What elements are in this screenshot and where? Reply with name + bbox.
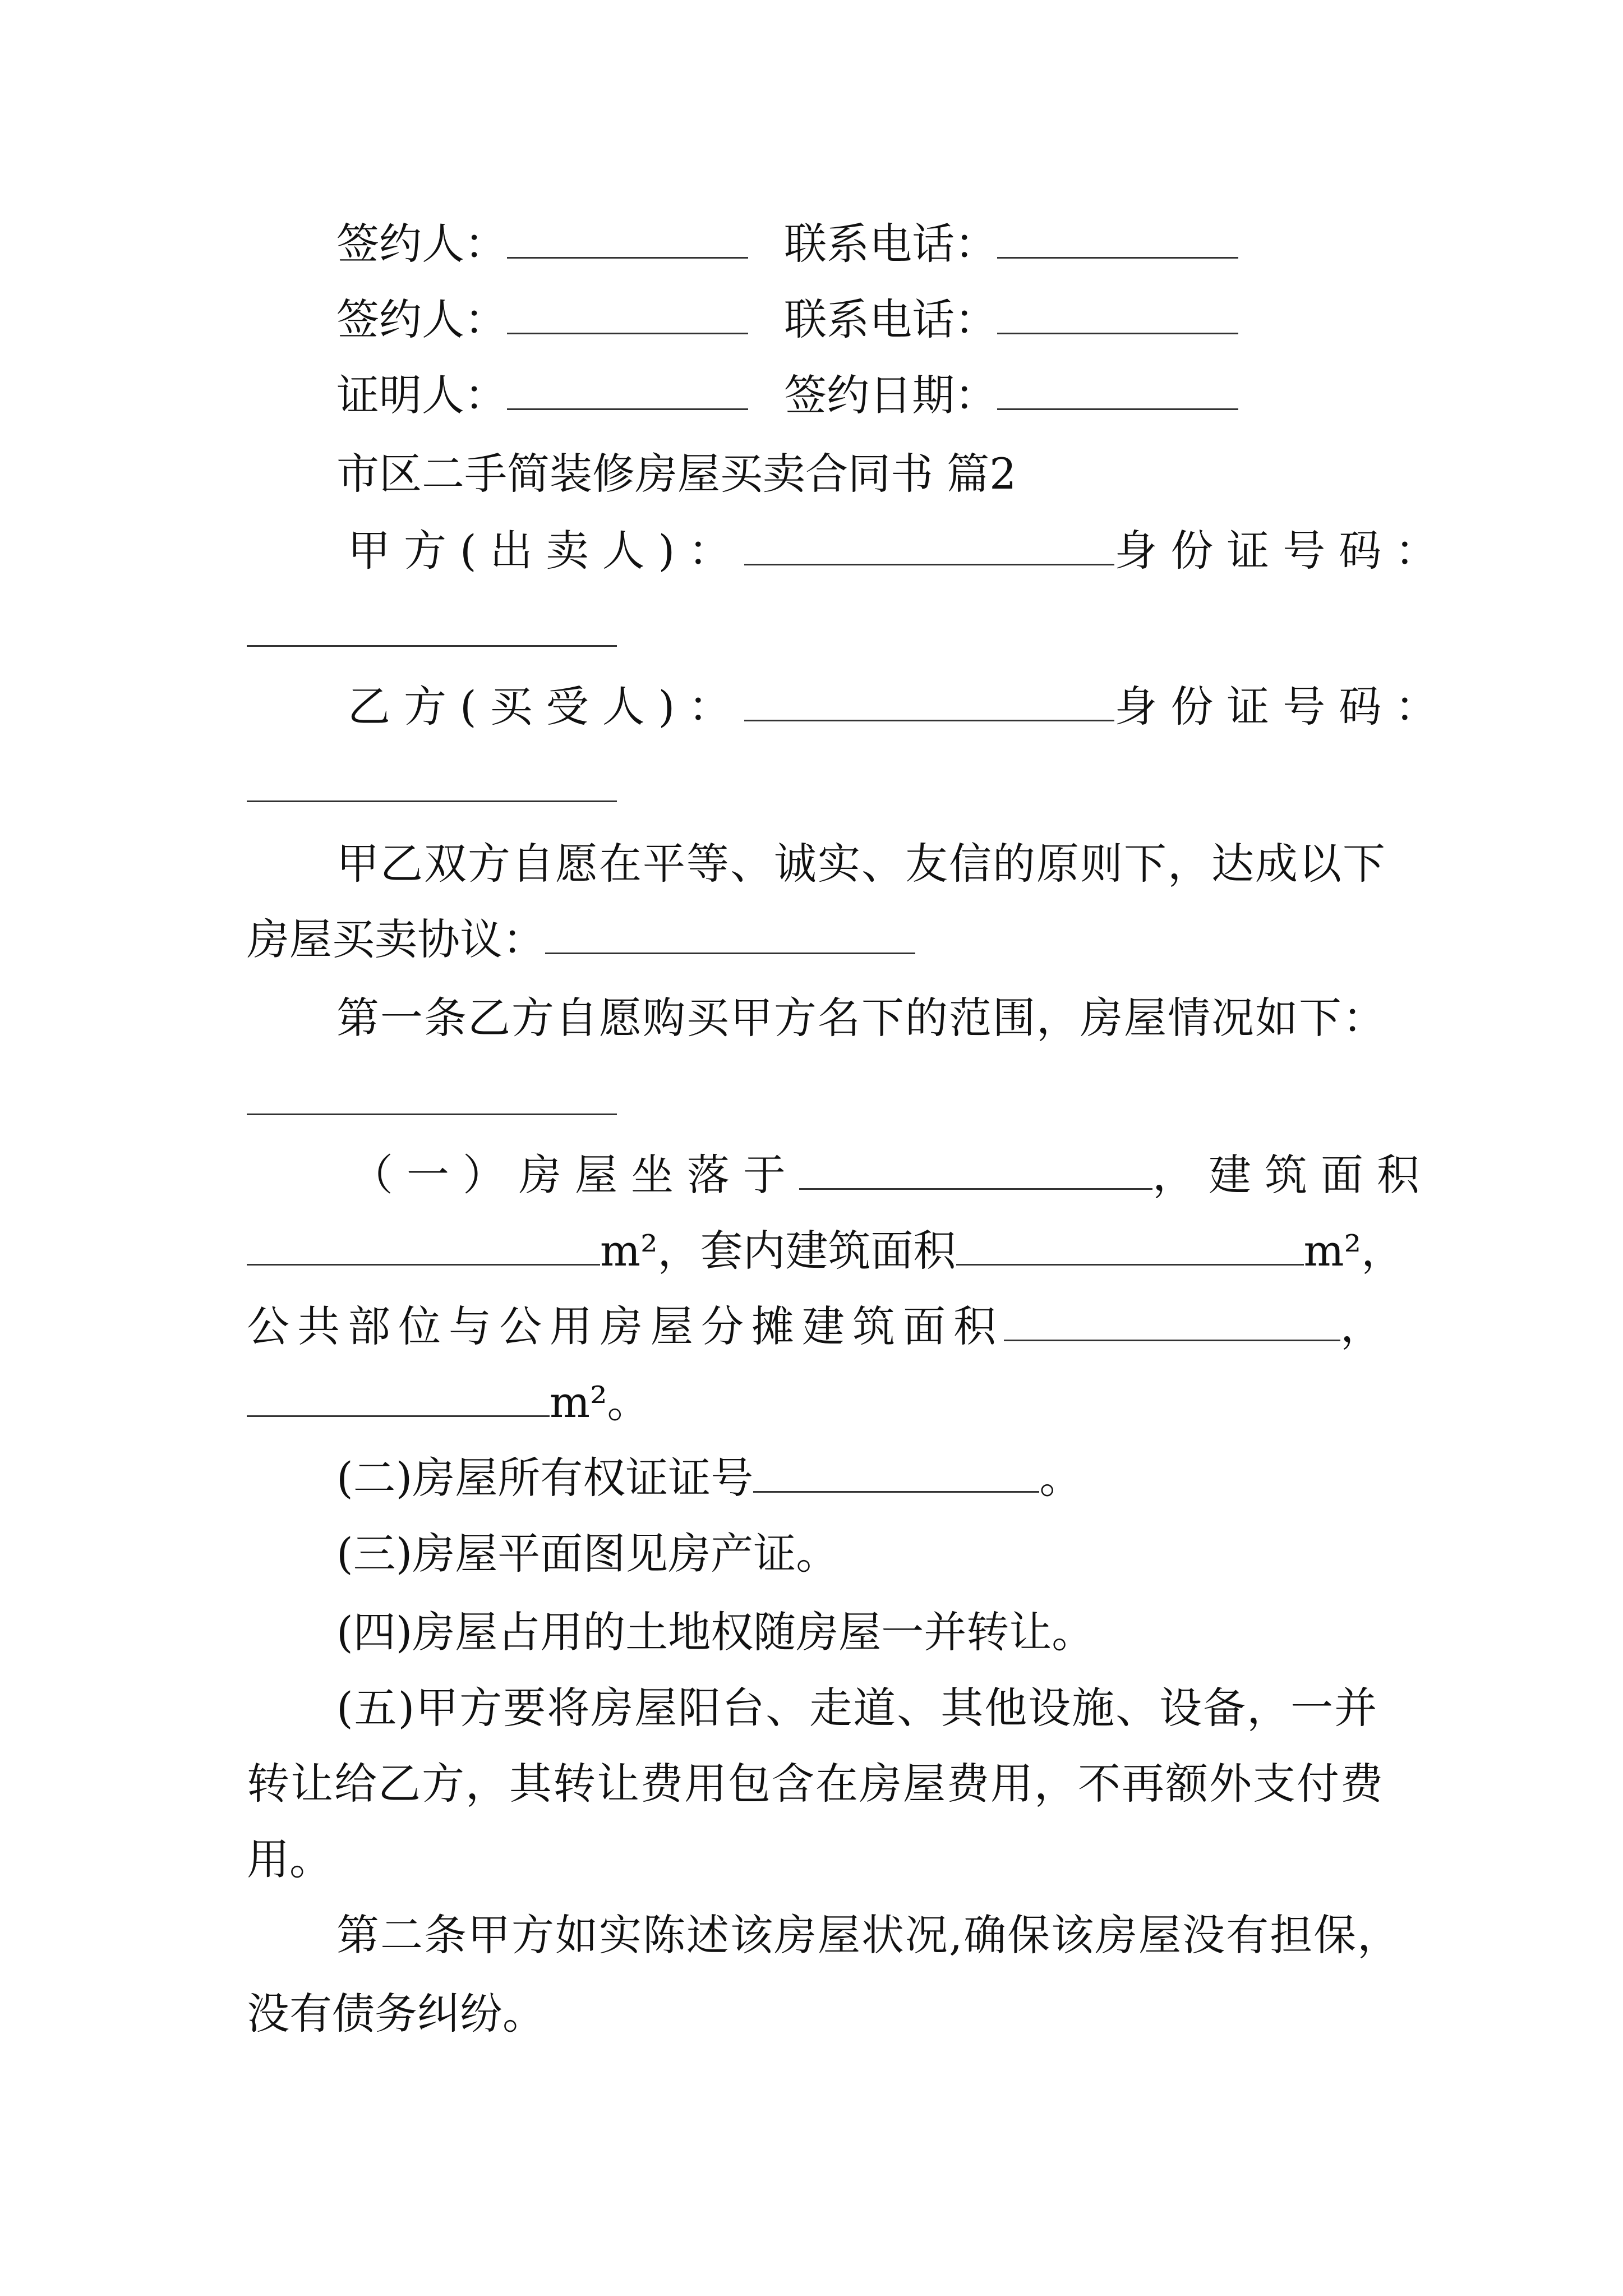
party-b-id-blank[interactable] — [247, 800, 617, 802]
witness-blank[interactable] — [507, 369, 748, 410]
item-5-line-3: 用。 — [247, 1834, 332, 1884]
location-blank[interactable] — [799, 1149, 1152, 1190]
shared-area-value-blank[interactable] — [247, 1376, 550, 1417]
party-a-name-blank[interactable] — [744, 524, 1114, 565]
certificate-label: (二)房屋所有权证证号 — [336, 1453, 754, 1503]
agreement-blank[interactable] — [545, 913, 915, 954]
party-b-label: 乙方(买受人)： — [348, 682, 745, 731]
sign-date-label: 签约日期： — [784, 370, 998, 420]
item-1-line-3 — [247, 1299, 1383, 1355]
party-b-name-blank[interactable] — [744, 680, 1114, 721]
item-1-line-2 — [247, 1223, 1404, 1279]
certificate-blank[interactable] — [753, 1452, 1039, 1493]
phone-label: 联系电话： — [784, 219, 998, 269]
shared-area-comma: ， — [1340, 1301, 1383, 1351]
article-1-text: 第一条乙方自愿购买甲方名下的范围，房屋情况如下： — [336, 993, 1386, 1043]
signer-label: 签约人： — [336, 295, 507, 344]
signer-label: 签约人： — [336, 219, 507, 269]
party-a-id-label: 身份证号码： — [1114, 526, 1451, 576]
item-5-line-2: 转让给乙方，其转让费用包含在房屋费用，不再额外支付费 — [247, 1759, 1384, 1809]
item-2-line — [336, 1450, 1082, 1506]
witness-label: 证明人： — [336, 370, 507, 420]
phone-blank[interactable] — [997, 218, 1238, 259]
certificate-end: 。 — [1039, 1453, 1082, 1503]
item-1-line-1 — [351, 1147, 1433, 1203]
inner-area-blank[interactable] — [956, 1225, 1304, 1266]
signature-row-3 — [336, 367, 1238, 424]
signer-blank[interactable] — [507, 218, 748, 259]
phone-blank[interactable] — [997, 293, 1238, 334]
party-a-row — [348, 523, 1451, 579]
item-1-line-4 — [247, 1374, 650, 1430]
building-area-label: ，建筑面积 — [1152, 1150, 1433, 1200]
signature-row-1 — [336, 216, 1238, 272]
party-b-id-label: 身份证号码： — [1114, 682, 1451, 731]
inner-area-unit: m²， — [1303, 1226, 1404, 1276]
article-2-line-2: 没有债务纠纷。 — [247, 1989, 545, 2039]
intro-line-1: 甲乙双方自愿在平等、诚实、友信的原则下，达成以下 — [336, 839, 1386, 889]
shared-area-blank[interactable] — [1004, 1300, 1340, 1341]
sign-date-blank[interactable] — [997, 369, 1238, 410]
agreement-label: 房屋买卖协议： — [247, 914, 545, 964]
phone-label: 联系电话： — [784, 295, 998, 344]
shared-area-unit: m²。 — [550, 1377, 650, 1427]
section-title: 市区二手简装修房屋买卖合同书 篇2 — [336, 449, 1017, 499]
inner-area-label: m²，套内建筑面积 — [600, 1226, 956, 1276]
signature-row-2 — [336, 292, 1238, 348]
signer-blank[interactable] — [507, 293, 748, 334]
article-1-blank[interactable] — [247, 1114, 617, 1115]
building-area-blank[interactable] — [247, 1225, 600, 1266]
item-4-line: (四)房屋占用的土地权随房屋一并转让。 — [336, 1607, 1095, 1657]
location-label: （一）房屋坐落于 — [351, 1150, 799, 1200]
intro-line-2 — [247, 912, 915, 968]
party-b-row — [348, 679, 1451, 735]
shared-area-label: 公共部位与公用房屋分摊建筑面积 — [247, 1301, 1004, 1351]
item-3-line: (三)房屋平面图见房产证。 — [336, 1529, 839, 1579]
item-5-line-1: (五)甲方要将房屋阳台、走道、其他设施、设备，一并 — [336, 1683, 1378, 1733]
article-2-line-1: 第二条甲方如实陈述该房屋状况,确保该房屋没有担保， — [336, 1910, 1401, 1960]
party-a-label: 甲方(出卖人)： — [348, 526, 745, 576]
party-a-id-blank[interactable] — [247, 645, 617, 647]
